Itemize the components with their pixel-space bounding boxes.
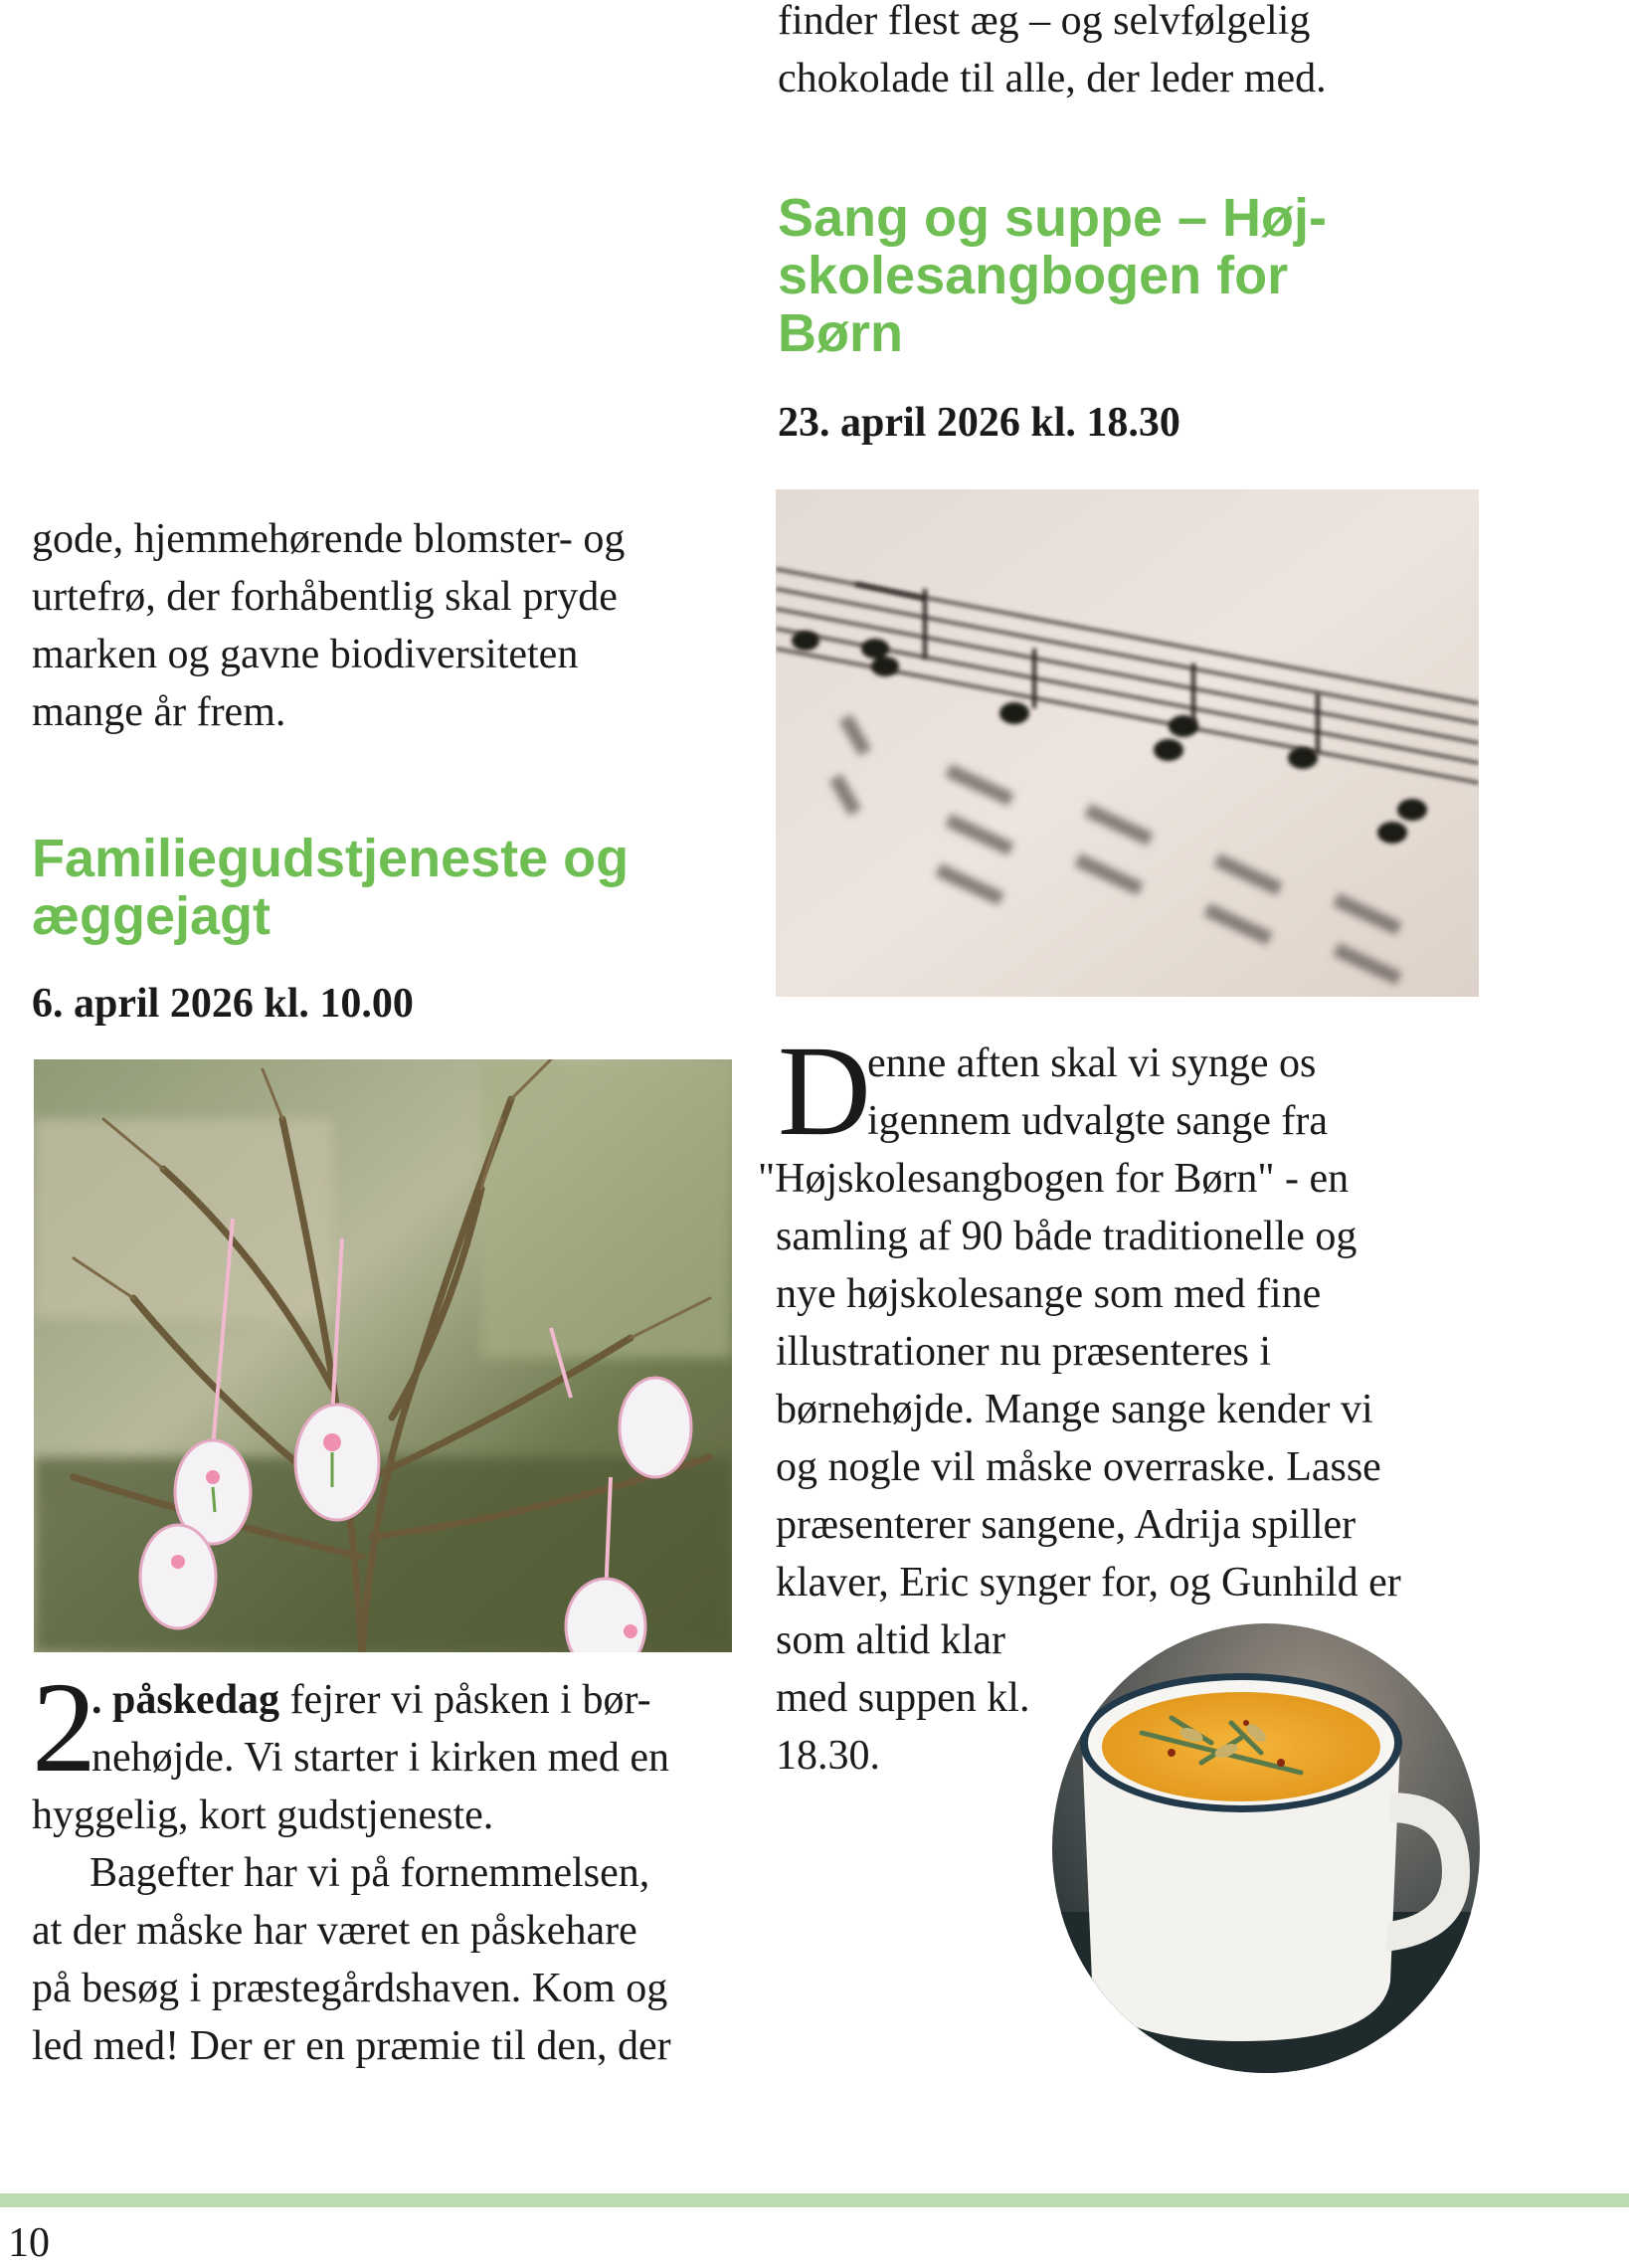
text-line: gode, hjemmehørende blomster- og <box>32 516 626 562</box>
heading-line: æggejagt <box>32 886 272 946</box>
family-event-heading <box>32 830 748 945</box>
heading-line: skolesangbogen for <box>778 246 1289 305</box>
family-event-date: 6. april 2026 kl. 10.00 <box>32 981 414 1027</box>
song-event-date: 23. april 2026 kl. 18.30 <box>778 400 1180 446</box>
drop-cap: 2 <box>32 1656 96 1799</box>
soup-photo <box>1052 1623 1480 2073</box>
text-line: med suppen kl. <box>776 1675 1030 1721</box>
heading-line: Sang og suppe – Høj- <box>778 188 1328 248</box>
text-line: på besøg i præstegårdshaven. Kom og <box>32 1966 668 2011</box>
text-line: finder flest æg – og selvfølgelig <box>778 0 1311 44</box>
text-line: børnehøjde. Mange sange kender vi <box>776 1387 1373 1432</box>
right-top-text <box>778 0 1553 107</box>
left-top-text <box>32 510 748 741</box>
text-line: urtefrø, der forhåbentlig skal pryde <box>32 574 618 620</box>
sheet-music-photo <box>776 489 1479 997</box>
text-line: som altid klar <box>776 1617 1005 1663</box>
text-line: klaver, Eric synger for, og Gunhild er <box>776 1560 1401 1606</box>
text-line: at der måske har været en påskehare <box>32 1908 637 1954</box>
text-line: igennem udvalgte sange fra <box>867 1098 1328 1144</box>
text-line: samling af 90 både traditionelle og <box>776 1214 1358 1259</box>
text-line <box>32 1671 758 1729</box>
text-line: led med! Der er en præmie til den, der <box>32 2023 671 2069</box>
text-line: enne aften skal vi synge os <box>867 1040 1317 1086</box>
footer-divider <box>0 2193 1629 2207</box>
text-line: nye højskolesange som med fine <box>776 1271 1322 1317</box>
bold-phrase: . påskedag <box>91 1677 280 1723</box>
text-segment: fejrer vi påsken i bør- <box>279 1677 651 1723</box>
heading-line: Familiegudstjeneste og <box>32 829 630 888</box>
text-line: illustrationer nu præsenteres i <box>776 1329 1272 1375</box>
text-line: chokolade til alle, der leder med. <box>778 56 1327 101</box>
text-line: marken og gavne biodiversiteten <box>32 632 579 677</box>
text-line: Bagefter har vi på fornemmelsen, <box>90 1850 650 1896</box>
easter-eggs-photo <box>34 1059 732 1652</box>
song-event-heading <box>778 189 1553 362</box>
text-line: og nogle vil måske overraske. Lasse <box>776 1444 1381 1490</box>
text-line: hyggelig, kort gudstjeneste. <box>32 1793 494 1838</box>
text-line: 18.30. <box>776 1733 880 1779</box>
family-event-body <box>32 1656 758 2075</box>
heading-line: Børn <box>778 303 903 363</box>
text-line: "Højskolesangbogen for Børn" - en <box>758 1156 1350 1202</box>
text-line: mange år frem. <box>32 689 286 735</box>
page-number: 10 <box>8 2220 50 2266</box>
text-line: nehøjde. Vi starter i kirken med en <box>91 1735 670 1781</box>
drop-cap: D <box>778 1020 871 1163</box>
text-line: præsenterer sangene, Adrija spiller <box>776 1502 1357 1548</box>
